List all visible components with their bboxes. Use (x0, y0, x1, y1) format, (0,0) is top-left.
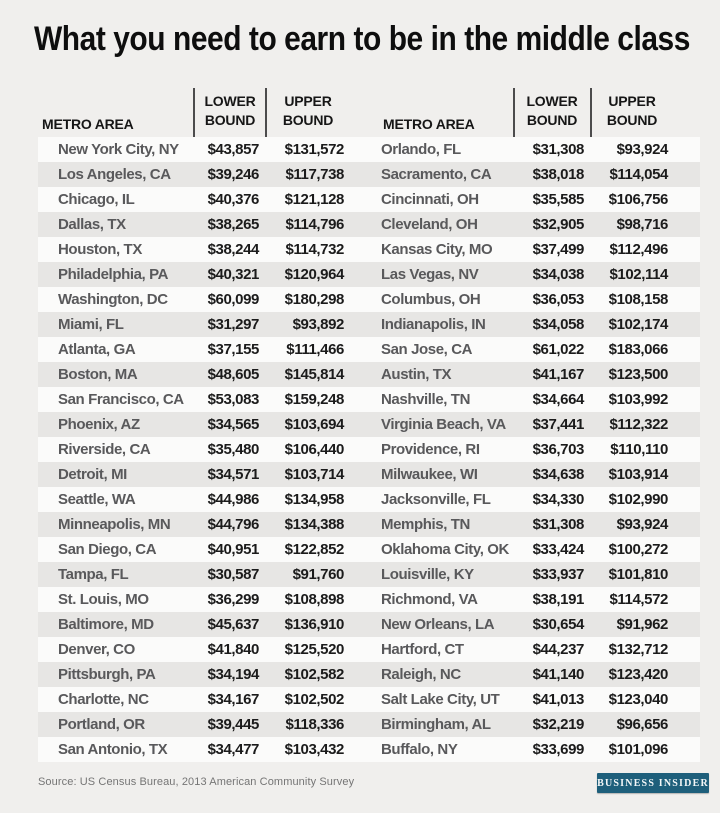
lower-bound-cell: $39,445 (207, 716, 259, 733)
metro-area-cell: Birmingham, AL (381, 716, 491, 733)
upper-bound-cell: $93,924 (616, 516, 668, 533)
lower-bound-cell: $39,246 (207, 166, 259, 183)
metro-area-cell: Columbus, OH (381, 291, 481, 308)
upper-bound-cell: $110,110 (610, 441, 668, 458)
table-row (38, 312, 700, 337)
upper-bound-cell: $103,432 (284, 741, 344, 758)
upper-bound-cell: $131,572 (284, 141, 344, 158)
metro-area-cell: Richmond, VA (381, 591, 478, 608)
table-row (38, 137, 700, 162)
table-row (38, 512, 700, 537)
upper-bound-cell: $96,656 (616, 716, 668, 733)
upper-bound-cell: $101,096 (608, 741, 668, 758)
upper-bound-cell: $159,248 (284, 391, 344, 408)
column-gap (350, 412, 378, 437)
lower-bound-cell: $38,244 (207, 241, 259, 258)
lower-bound-cell: $34,477 (207, 741, 259, 758)
row-filler (675, 462, 700, 487)
lower-bound-cell: $37,499 (532, 241, 584, 258)
metro-area-cell: San Francisco, CA (58, 391, 184, 408)
row-filler (675, 512, 700, 537)
column-gap (350, 437, 378, 462)
lower-bound-cell: $36,703 (532, 441, 584, 458)
lower-bound-cell: $37,155 (207, 341, 259, 358)
metro-area-cell: Las Vegas, NV (381, 266, 479, 283)
table-row (38, 662, 700, 687)
metro-area-cell: San Jose, CA (381, 341, 473, 358)
source-text: Source: US Census Bureau, 2013 American Community Survey (38, 776, 355, 788)
lower-bound-cell: $41,167 (532, 366, 584, 383)
row-filler (675, 187, 700, 212)
lower-bound-cell: $40,321 (207, 266, 259, 283)
metro-area-cell: Austin, TX (381, 366, 452, 383)
metro-area-cell: Phoenix, AZ (58, 416, 140, 433)
upper-bound-cell: $112,496 (609, 241, 668, 258)
lower-bound-cell: $34,058 (532, 316, 584, 333)
table-row (38, 212, 700, 237)
income-table (38, 88, 700, 762)
table-row (38, 637, 700, 662)
row-filler (675, 562, 700, 587)
row-filler (675, 262, 700, 287)
upper-bound-cell: $136,910 (284, 616, 344, 633)
upper-bound-cell: $114,572 (609, 591, 668, 608)
row-filler (675, 287, 700, 312)
upper-bound-cell: $106,440 (284, 441, 344, 458)
upper-bound-cell: $102,114 (609, 266, 668, 283)
lower-bound-cell: $30,654 (532, 616, 584, 633)
column-gap (350, 387, 378, 412)
row-filler (675, 537, 700, 562)
upper-bound-cell: $103,992 (608, 391, 668, 408)
column-gap (350, 137, 378, 162)
row-filler (675, 387, 700, 412)
column-gap (350, 537, 378, 562)
lower-bound-cell: $31,308 (532, 141, 584, 158)
row-filler (675, 687, 700, 712)
lower-bound-cell: $61,022 (532, 341, 584, 358)
lower-bound-cell: $34,638 (532, 466, 584, 483)
upper-bound-cell: $106,756 (608, 191, 668, 208)
table-row (38, 687, 700, 712)
lower-bound-cell: $45,637 (207, 616, 259, 633)
table-row (38, 562, 700, 587)
metro-area-cell: Philadelphia, PA (58, 266, 169, 283)
row-filler (675, 237, 700, 262)
table-row (38, 437, 700, 462)
page-title: What you need to earn to be in the middle class (34, 20, 690, 58)
column-gap (350, 712, 378, 737)
metro-area-cell: Detroit, MI (58, 466, 127, 483)
metro-area-cell: Memphis, TN (381, 516, 470, 533)
column-header-metro-area-left: METRO AREA (42, 116, 134, 132)
table-row (38, 262, 700, 287)
upper-bound-cell: $98,716 (616, 216, 668, 233)
lower-bound-cell: $32,905 (532, 216, 584, 233)
column-gap (350, 662, 378, 687)
lower-bound-cell: $38,018 (532, 166, 584, 183)
metro-area-cell: Raleigh, NC (381, 666, 461, 683)
metro-area-cell: Pittsburgh, PA (58, 666, 156, 683)
metro-area-cell: Oklahoma City, OK (381, 541, 509, 558)
column-gap (350, 187, 378, 212)
upper-bound-cell: $111,466 (286, 341, 344, 358)
upper-bound-cell: $145,814 (284, 366, 344, 383)
table-row (38, 462, 700, 487)
metro-area-cell: Houston, TX (58, 241, 142, 258)
lower-bound-cell: $41,140 (532, 666, 584, 683)
column-gap (350, 362, 378, 387)
row-filler (675, 337, 700, 362)
column-gap (350, 162, 378, 187)
metro-area-cell: Kansas City, MO (381, 241, 493, 258)
lower-bound-cell: $41,840 (207, 641, 259, 658)
table-row (38, 387, 700, 412)
lower-bound-cell: $32,219 (532, 716, 584, 733)
lower-bound-cell: $38,191 (532, 591, 584, 608)
column-header-upper-bound-right: UPPER BOUND (606, 93, 658, 128)
metro-area-cell: Milwaukee, WI (381, 466, 478, 483)
row-filler (675, 712, 700, 737)
table-row (38, 737, 700, 762)
lower-bound-cell: $40,376 (207, 191, 259, 208)
table-row (38, 487, 700, 512)
metro-area-cell: Nashville, TN (381, 391, 470, 408)
upper-bound-cell: $134,388 (284, 516, 344, 533)
metro-area-cell: Charlotte, NC (58, 691, 149, 708)
row-filler (675, 362, 700, 387)
column-header-lower-bound-left: LOWER BOUND (204, 93, 256, 128)
lower-bound-cell: $37,441 (532, 416, 584, 433)
lower-bound-cell: $60,099 (207, 291, 259, 308)
metro-area-cell: Orlando, FL (381, 141, 461, 158)
metro-area-cell: San Antonio, TX (58, 741, 168, 758)
table-row (38, 362, 700, 387)
column-gap (350, 612, 378, 637)
table-row (38, 237, 700, 262)
row-filler (675, 637, 700, 662)
metro-area-cell: Riverside, CA (58, 441, 151, 458)
upper-bound-cell: $93,924 (616, 141, 668, 158)
metro-area-cell: Washington, DC (58, 291, 168, 308)
metro-area-cell: Portland, OR (58, 716, 145, 733)
metro-area-cell: Jacksonville, FL (381, 491, 491, 508)
metro-area-cell: Denver, CO (58, 641, 135, 658)
lower-bound-cell: $44,796 (207, 516, 259, 533)
metro-area-cell: Minneapolis, MN (58, 516, 171, 533)
row-filler (675, 612, 700, 637)
metro-area-cell: Boston, MA (58, 366, 138, 383)
column-gap (350, 462, 378, 487)
metro-area-cell: Tampa, FL (58, 566, 129, 583)
lower-bound-cell: $34,194 (207, 666, 259, 683)
row-filler (675, 162, 700, 187)
lower-bound-cell: $31,297 (207, 316, 259, 333)
column-gap (350, 637, 378, 662)
lower-bound-cell: $36,299 (207, 591, 259, 608)
column-header-upper-bound-left: UPPER BOUND (282, 93, 334, 128)
metro-area-cell: Atlanta, GA (58, 341, 136, 358)
metro-area-cell: Miami, FL (58, 316, 124, 333)
table-rows (38, 137, 700, 762)
lower-bound-cell: $33,937 (532, 566, 584, 583)
table-row (38, 162, 700, 187)
lower-bound-cell: $34,571 (207, 466, 259, 483)
upper-bound-cell: $114,732 (285, 241, 344, 258)
upper-bound-cell: $102,502 (284, 691, 344, 708)
column-gap (350, 587, 378, 612)
column-gap (350, 237, 378, 262)
column-gap (350, 512, 378, 537)
row-filler (675, 737, 700, 762)
upper-bound-cell: $112,322 (609, 416, 668, 433)
lower-bound-cell: $34,330 (532, 491, 584, 508)
lower-bound-cell: $48,605 (207, 366, 259, 383)
upper-bound-cell: $120,964 (284, 266, 344, 283)
upper-bound-cell: $103,714 (284, 466, 344, 483)
column-gap (350, 312, 378, 337)
upper-bound-cell: $103,694 (284, 416, 344, 433)
lower-bound-cell: $44,986 (207, 491, 259, 508)
lower-bound-cell: $34,038 (532, 266, 584, 283)
metro-area-cell: Los Angeles, CA (58, 166, 171, 183)
table-row (38, 712, 700, 737)
metro-area-cell: Sacramento, CA (381, 166, 492, 183)
lower-bound-cell: $35,480 (207, 441, 259, 458)
table-row (38, 187, 700, 212)
lower-bound-cell: $30,587 (207, 566, 259, 583)
row-filler (675, 587, 700, 612)
column-gap (350, 212, 378, 237)
column-gap (350, 262, 378, 287)
lower-bound-cell: $41,013 (532, 691, 584, 708)
upper-bound-cell: $102,174 (608, 316, 668, 333)
row-filler (675, 137, 700, 162)
upper-bound-cell: $102,582 (284, 666, 344, 683)
row-filler (675, 662, 700, 687)
lower-bound-cell: $34,565 (207, 416, 259, 433)
metro-area-cell: Dallas, TX (58, 216, 126, 233)
upper-bound-cell: $123,040 (608, 691, 668, 708)
metro-area-cell: Seattle, WA (58, 491, 136, 508)
lower-bound-cell: $34,167 (207, 691, 259, 708)
upper-bound-cell: $118,336 (285, 716, 344, 733)
lower-bound-cell: $43,857 (207, 141, 259, 158)
upper-bound-cell: $114,796 (285, 216, 344, 233)
lower-bound-cell: $40,951 (207, 541, 259, 558)
lower-bound-cell: $35,585 (532, 191, 584, 208)
business-insider-logo: BUSINESS INSIDER (597, 773, 709, 793)
upper-bound-cell: $93,892 (292, 316, 344, 333)
upper-bound-cell: $121,128 (284, 191, 344, 208)
upper-bound-cell: $134,958 (284, 491, 344, 508)
metro-area-cell: Hartford, CT (381, 641, 464, 658)
table-row (38, 612, 700, 637)
metro-area-cell: Salt Lake City, UT (381, 691, 500, 708)
metro-area-cell: San Diego, CA (58, 541, 157, 558)
column-gap (350, 687, 378, 712)
metro-area-cell: Indianapolis, IN (381, 316, 486, 333)
column-header-metro-area-right: METRO AREA (383, 116, 475, 132)
upper-bound-cell: $180,298 (284, 291, 344, 308)
metro-area-cell: New Orleans, LA (381, 616, 495, 633)
column-gap (350, 562, 378, 587)
upper-bound-cell: $125,520 (284, 641, 344, 658)
upper-bound-cell: $91,760 (292, 566, 344, 583)
column-gap (350, 337, 378, 362)
metro-area-cell: St. Louis, MO (58, 591, 149, 608)
row-filler (675, 487, 700, 512)
upper-bound-cell: $102,990 (608, 491, 668, 508)
metro-area-cell: Cincinnati, OH (381, 191, 479, 208)
lower-bound-cell: $31,308 (532, 516, 584, 533)
table-row (38, 287, 700, 312)
table-row (38, 412, 700, 437)
lower-bound-cell: $33,699 (532, 741, 584, 758)
upper-bound-cell: $132,712 (608, 641, 668, 658)
lower-bound-cell: $44,237 (532, 641, 584, 658)
row-filler (675, 412, 700, 437)
upper-bound-cell: $108,158 (608, 291, 668, 308)
upper-bound-cell: $100,272 (608, 541, 668, 558)
metro-area-cell: Buffalo, NY (381, 741, 458, 758)
upper-bound-cell: $114,054 (609, 166, 668, 183)
upper-bound-cell: $101,810 (608, 566, 668, 583)
upper-bound-cell: $122,852 (284, 541, 344, 558)
lower-bound-cell: $36,053 (532, 291, 584, 308)
row-filler (675, 312, 700, 337)
metro-area-cell: Baltimore, MD (58, 616, 154, 633)
row-filler (675, 212, 700, 237)
lower-bound-cell: $53,083 (207, 391, 259, 408)
column-gap (350, 737, 378, 762)
upper-bound-cell: $123,420 (608, 666, 668, 683)
table-row (38, 337, 700, 362)
row-filler (675, 437, 700, 462)
upper-bound-cell: $108,898 (284, 591, 344, 608)
table-row (38, 537, 700, 562)
table-row (38, 587, 700, 612)
upper-bound-cell: $123,500 (608, 366, 668, 383)
metro-area-cell: Cleveland, OH (381, 216, 478, 233)
column-gap (350, 287, 378, 312)
metro-area-cell: Louisville, KY (381, 566, 474, 583)
lower-bound-cell: $33,424 (532, 541, 584, 558)
metro-area-cell: Chicago, IL (58, 191, 135, 208)
metro-area-cell: Virginia Beach, VA (381, 416, 506, 433)
upper-bound-cell: $103,914 (608, 466, 668, 483)
upper-bound-cell: $183,066 (608, 341, 668, 358)
metro-area-cell: Providence, RI (381, 441, 480, 458)
upper-bound-cell: $91,962 (616, 616, 668, 633)
column-gap (350, 487, 378, 512)
lower-bound-cell: $34,664 (532, 391, 584, 408)
metro-area-cell: New York City, NY (58, 141, 179, 158)
upper-bound-cell: $117,738 (285, 166, 344, 183)
lower-bound-cell: $38,265 (207, 216, 259, 233)
column-header-lower-bound-right: LOWER BOUND (526, 93, 578, 128)
